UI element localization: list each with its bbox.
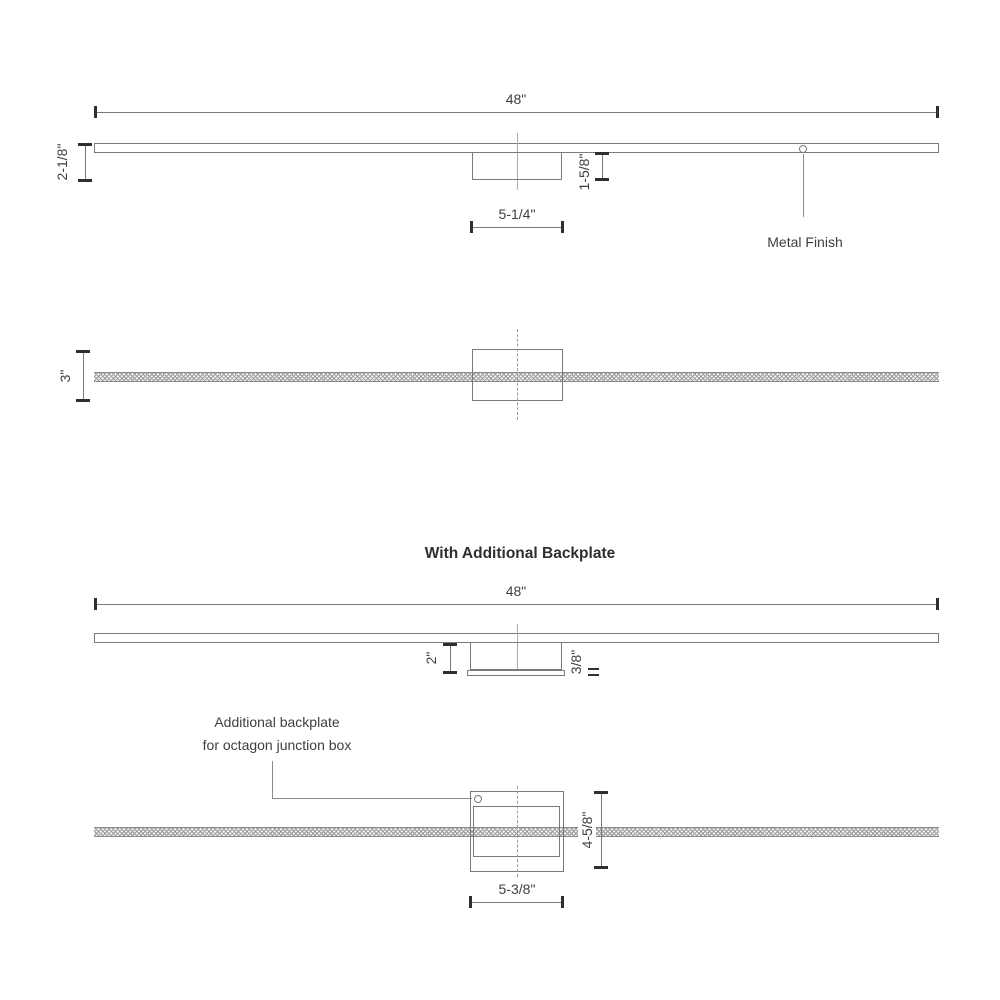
- dim-tick: [78, 143, 92, 146]
- dim-label-width-front: 48": [505, 91, 527, 107]
- dim-tick: [94, 106, 97, 118]
- dim-label-plate-width: 5-3/8": [498, 881, 536, 897]
- dim-tick: [469, 896, 472, 908]
- centerline-plan: [517, 329, 518, 420]
- dim-label-canopy-height: 1-5/8": [576, 153, 592, 191]
- backplate-hole-circle: [474, 795, 482, 803]
- backplate-callout-line2: for octagon junction box: [202, 737, 352, 753]
- dim-tick: [595, 178, 609, 181]
- dim-label-box-height: 2": [423, 651, 439, 665]
- dim-line-width-front: [96, 112, 938, 113]
- dim-tick: [561, 221, 564, 233]
- dim-label-overall-height: 2-1/8": [54, 143, 70, 181]
- metal-finish-callout: Metal Finish: [767, 234, 843, 250]
- dim-label-plate-thickness: 3/8": [568, 649, 584, 675]
- dim-tick: [588, 674, 599, 676]
- dim-line-depth: [83, 351, 84, 401]
- dim-label-depth: 3": [57, 369, 73, 383]
- dim-line-width-backplate: [96, 604, 938, 605]
- dim-line-canopy-height: [602, 153, 603, 180]
- dim-tick: [76, 399, 90, 402]
- junction-box-front: [470, 642, 562, 670]
- dim-tick: [561, 896, 564, 908]
- backplate-front: [467, 670, 565, 676]
- finish-marker-circle: [799, 145, 807, 153]
- dim-tick: [470, 221, 473, 233]
- dim-tick: [588, 668, 599, 670]
- dim-line-overall-height: [85, 144, 86, 181]
- dim-tick: [94, 598, 97, 610]
- dim-tick: [78, 179, 92, 182]
- dim-tick: [594, 866, 608, 869]
- backplate-leader-horizontal: [272, 798, 472, 799]
- finish-leader-line: [803, 154, 804, 217]
- dim-tick: [594, 791, 608, 794]
- section-title: With Additional Backplate: [424, 545, 616, 562]
- dim-tick: [443, 671, 457, 674]
- dim-line-plate-depth: [601, 792, 602, 869]
- dim-line-canopy-width: [472, 227, 563, 228]
- dim-tick: [76, 350, 90, 353]
- dim-line-box-height: [450, 644, 451, 673]
- dim-label-canopy-width: 5-1/4": [498, 206, 536, 222]
- dim-label-width-backplate: 48": [505, 583, 527, 599]
- dim-line-plate-width: [471, 902, 564, 903]
- dim-label-plate-depth: 4-5/8": [578, 809, 596, 852]
- dim-tick: [936, 106, 939, 118]
- backplate-callout-line1: Additional backplate: [214, 714, 340, 730]
- centerline-backplate-plan: [517, 786, 518, 877]
- backplate-leader-vertical: [272, 761, 273, 798]
- dim-tick: [595, 152, 609, 155]
- dim-tick: [936, 598, 939, 610]
- canopy-front: [472, 152, 562, 180]
- dim-tick: [443, 643, 457, 646]
